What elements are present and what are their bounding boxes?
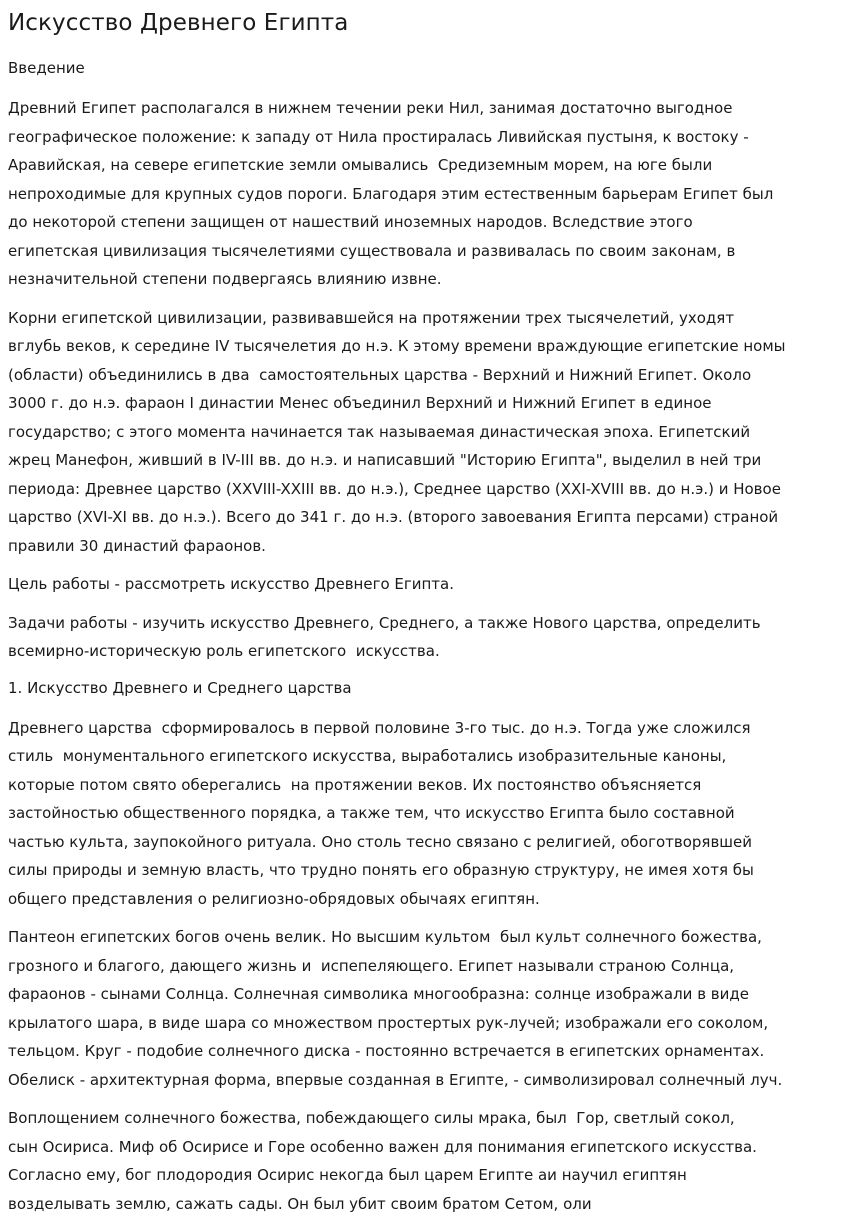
paragraph-line: которые потом свято оберегались на протяжении веков. Их постоянство объясняется [8, 775, 702, 794]
paragraph-line: застойностью общественного порядка, а также тем, что искусство Египта было составной [8, 804, 735, 822]
paragraph-line: Цель работы - рассмотреть искусство Древнего Египта. [8, 575, 455, 593]
paragraph-old-kingdom [8, 714, 839, 914]
paragraph-line: Задачи работы - изучить искусство Древнего, Среднего, а также Нового царства, определить [8, 613, 761, 632]
paragraph-line: незначительной степени подвергаясь влиянию извне. [8, 270, 442, 288]
paragraph-pantheon [8, 923, 839, 1094]
paragraph-line: стиль монументального египетского искусства, выработались изобразительные каноны, [8, 747, 727, 765]
paragraph-line: правили 30 династий фараонов. [8, 536, 266, 555]
paragraph-line: Аравийская, на севере египетские земли омывались Средиземным морем, на юге были [8, 156, 713, 174]
paragraph-line: грозного и благого, дающего жизнь и испепеляющего. Египет называли страною Солнца, [8, 956, 735, 975]
paragraph-roots [8, 304, 839, 561]
paragraph-line: фараонов - сынами Солнца. Солнечная символика многообразна: солнце изображали в виде [8, 985, 749, 1003]
paragraph-line: частью культа, заупокойного ритуала. Оно столь тесно связано с религией, обоготворявшей [8, 832, 752, 851]
paragraph-line: возделывать землю, сажать сады. Он был убит своим братом Сетом, оли [8, 1194, 592, 1213]
paragraph-goal [8, 570, 839, 599]
heading-introduction: Введение [8, 59, 85, 77]
paragraph-line: царство (XVI-XI вв. до н.э.). Всего до 341 г. до н.э. (второго завоевания Египта персами) страной [8, 508, 779, 526]
paragraph-line: (области) объединились в два самостоятельных царства - Верхний и Нижний Египет. Около [8, 365, 752, 384]
paragraph-line: Воплощением солнечного божества, побеждающего силы мрака, был Гор, светлый сокол, [8, 1109, 735, 1127]
paragraph-line: периода: Древнее царство (XXVIII-XXIII вв. до н.э.), Среднее царство (XXI-XVIII вв. до н.э.) и Новое [8, 479, 781, 498]
paragraph-line: Древний Египет располагался в нижнем течении реки Нил, занимая достаточно выгодное [8, 99, 733, 117]
paragraph-line: Обелиск - архитектурная форма, впервые созданная в Египте, - символизировал солнечный луч. [8, 1070, 783, 1089]
paragraph-line: тельцом. Круг - подобие солнечного диска - постоянно встречается в египетских орнаментах. [8, 1042, 765, 1060]
paragraph-horus [8, 1104, 839, 1218]
paragraph-line: государство; с этого момента начинается так называемая династическая эпоха. Египетский [8, 422, 751, 441]
paragraph-line: Пантеон египетских богов очень велик. Но высшим культом был культ солнечного божества, [8, 928, 762, 946]
paragraph-line: непроходимые для крупных судов пороги. Благодаря этим естественным барьерам Египет был [8, 184, 774, 203]
paragraph-line: Древнего царства сформировалось в первой половине 3-го тыс. до н.э. Тогда уже сложился [8, 718, 751, 737]
document-title: Искусство Древнего Египта [8, 10, 349, 36]
paragraph-line: силы природы и земную власть, что трудно понять его образную структуру, не имея хотя бы [8, 861, 754, 879]
paragraph-line: всемирно-историческую роль египетского искусства. [8, 642, 440, 660]
paragraph-line: общего представления о религиозно-обрядовых обычаях египтян. [8, 889, 540, 908]
paragraph-line: сын Осириса. Миф об Осирисе и Горе особенно важен для понимания египетского искусства. [8, 1137, 757, 1156]
paragraph-line: египетская цивилизация тысячелетиями существовала и развивалась по своим законам, в [8, 241, 736, 260]
paragraph-line: Корни египетской цивилизации, развивавшейся на протяжении трех тысячелетий, уходят [8, 308, 735, 327]
paragraph-line: географическое положение: к западу от Нила простиралась Ливийская пустыня, к востоку - [8, 127, 749, 146]
paragraph-line: вглубь веков, к середине IV тысячелетия до н.э. К этому времени враждующие египетские номы [8, 337, 786, 355]
heading-section-1: 1. Искусство Древнего и Среднего царства [8, 678, 352, 697]
document-body [8, 58, 839, 1218]
paragraph-tasks [8, 609, 839, 666]
paragraph-line: крылатого шара, в виде шара со множеством простертых рук-лучей; изображали его соколом, [8, 1013, 769, 1032]
paragraph-line: Согласно ему, бог плодородия Осирис некогда был царем Египте аи научил египтян [8, 1166, 687, 1184]
paragraph-line: до некоторой степени защищен от нашествий иноземных народов. Вследствие этого [8, 213, 693, 231]
paragraph-line: жрец Манефон, живший в IV-III вв. до н.э. и написавший "Историю Египта", выделил в ней три [8, 451, 762, 469]
paragraph-geography [8, 94, 839, 294]
paragraph-line: 3000 г. до н.э. фараон I династии Менес объединил Верхний и Нижний Египет в единое [8, 394, 712, 412]
